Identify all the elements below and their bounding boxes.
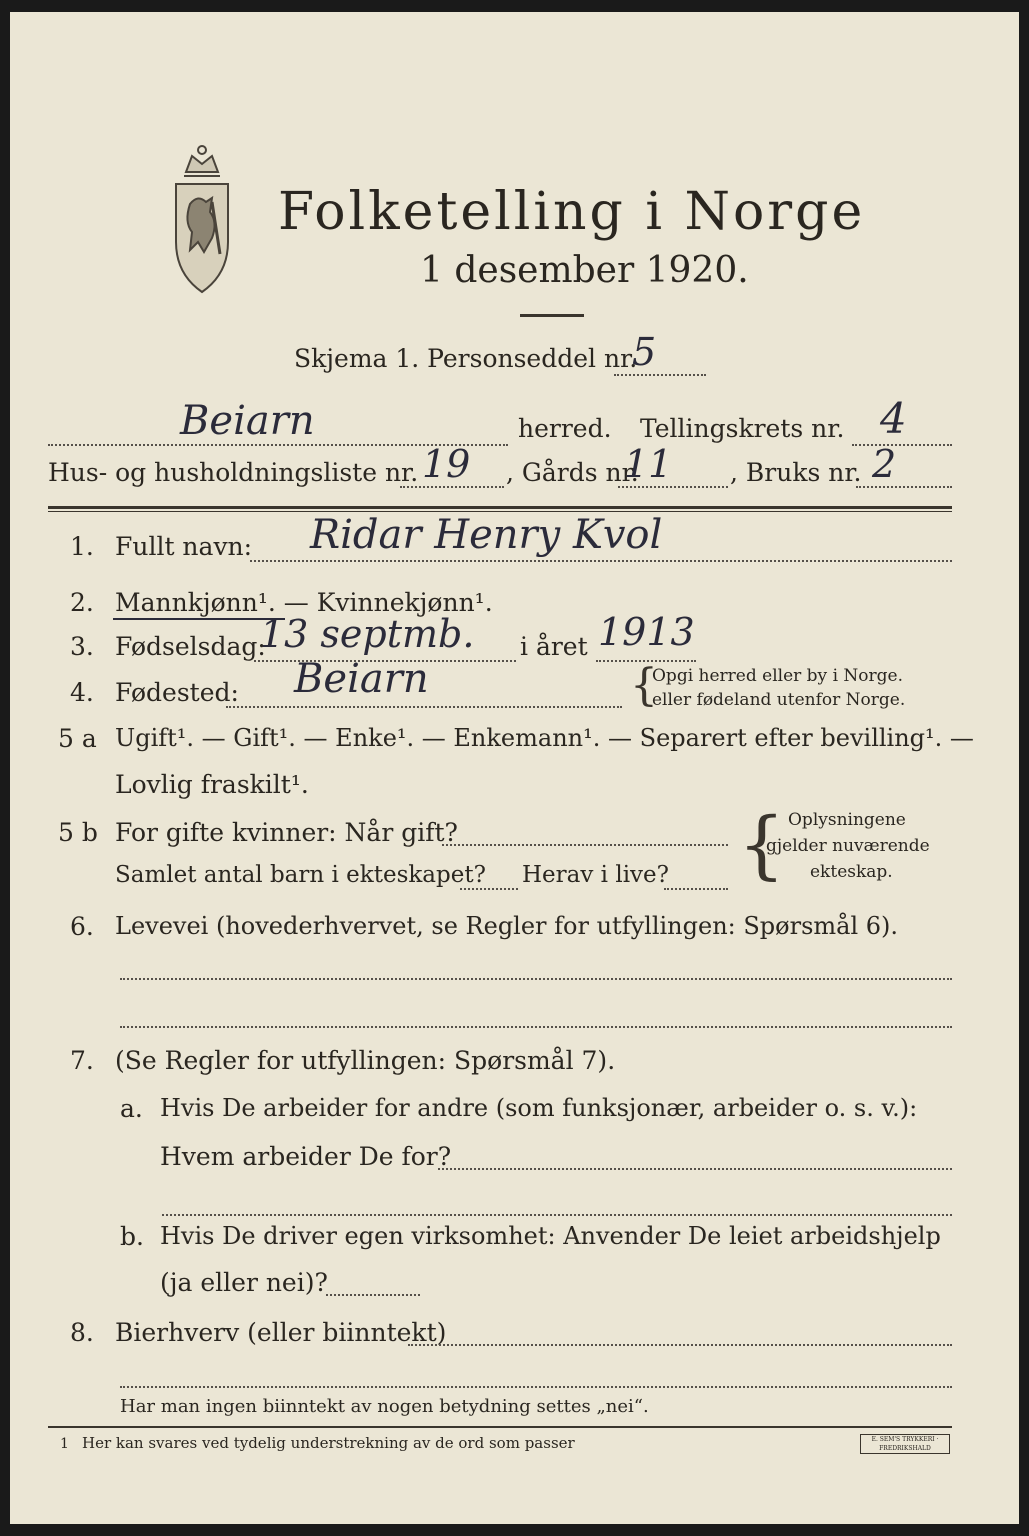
q1-full-name-value[interactable]: Ridar Henry Kvol xyxy=(310,512,663,558)
gards-value[interactable]: 11 xyxy=(624,442,673,486)
q3-label: Fødselsdag: xyxy=(115,632,266,661)
form-title: Folketelling i Norge xyxy=(278,182,866,242)
q4-note-line2: eller fødeland utenfor Norge. xyxy=(652,690,906,710)
q1-field-line xyxy=(250,560,952,562)
q6-field-line-1 xyxy=(120,978,952,980)
q1-number: 1. xyxy=(70,532,94,561)
herred-label: herred. xyxy=(518,414,612,443)
q7b-number: b. xyxy=(120,1222,144,1251)
q2-gender-options: Mannkjønn¹. — Kvinnekjønn¹. xyxy=(115,588,493,617)
gards-field-line xyxy=(618,486,728,488)
q4-field-line xyxy=(226,706,622,708)
q1-label: Fullt navn: xyxy=(115,532,253,561)
q3-number: 3. xyxy=(70,632,94,661)
q4-birthplace-value[interactable]: Beiarn xyxy=(294,656,429,702)
form-subtitle: 1 desember 1920. xyxy=(420,250,749,291)
q7-label: (Se Regler for utfyllingen: Spørsmål 7). xyxy=(115,1046,616,1075)
skjema-field-line xyxy=(614,374,706,376)
tellingskrets-field-line xyxy=(852,444,952,446)
q8-number: 8. xyxy=(70,1318,94,1347)
q3-year-value[interactable]: 1913 xyxy=(598,610,695,654)
q5a-number: 5 a xyxy=(58,724,97,753)
q7a-line1: Hvis De arbeider for andre (som funksjonær, arbeider o. s. v.): xyxy=(160,1094,918,1122)
q3-year-label: i året xyxy=(520,632,588,661)
printer-stamp: E. SEM'S TRYKKERI · FREDRIKSHALD xyxy=(860,1434,950,1454)
q5b-brace: { xyxy=(738,802,786,888)
q6-field-line-2 xyxy=(120,1026,952,1028)
q5b-herav-label: Herav i live? xyxy=(522,862,669,888)
q8-field-line-2 xyxy=(120,1386,952,1388)
q5b-nar-gift-field-line xyxy=(442,844,728,846)
skjema-label: Skjema 1. Personseddel nr. xyxy=(294,344,638,373)
tellingskrets-value[interactable]: 4 xyxy=(880,394,907,443)
skjema-value[interactable]: 5 xyxy=(632,330,657,374)
q5a-fraskilt: Lovlig fraskilt¹. xyxy=(115,770,309,799)
q5b-antal-barn-label: Samlet antal barn i ekteskapet? xyxy=(115,862,486,888)
hus-label: Hus- og husholdningsliste nr. xyxy=(48,458,419,487)
q7-number: 7. xyxy=(70,1046,94,1075)
q6-number: 6. xyxy=(70,912,94,941)
q5a-marital-options: Ugift¹. — Gift¹. — Enke¹. — Enkemann¹. — Separert efter bevilling¹. — xyxy=(115,724,974,752)
bruks-value[interactable]: 2 xyxy=(872,442,897,486)
q7a-field-line-2 xyxy=(162,1214,952,1216)
q7a-number: a. xyxy=(120,1094,143,1123)
q7b-field-line xyxy=(326,1294,420,1296)
norwegian-coat-of-arms-icon xyxy=(162,142,242,302)
hus-value[interactable]: 19 xyxy=(422,442,471,486)
bruks-label: , Bruks nr. xyxy=(730,458,862,487)
q5b-note-line3: ekteskap. xyxy=(810,862,893,882)
q7a-line2: Hvem arbeider De for? xyxy=(160,1142,452,1171)
tellingskrets-label: Tellingskrets nr. xyxy=(640,414,845,443)
q3-birthdate-value[interactable]: 13 septmb. xyxy=(260,612,475,656)
q4-number: 4. xyxy=(70,678,94,707)
q5b-note-line1: Oplysningene xyxy=(788,810,906,830)
gards-label: , Gårds nr. xyxy=(506,458,639,487)
q5b-antal-barn-field-line xyxy=(460,888,518,890)
q5b-note-line2: gjelder nuværende xyxy=(766,836,930,856)
q5b-line1: For gifte kvinner: Når gift? xyxy=(115,818,458,847)
q4-note-line1: Opgi herred eller by i Norge. xyxy=(652,666,903,686)
q4-label: Fødested: xyxy=(115,678,239,707)
census-form-page xyxy=(10,12,1019,1524)
footer-rule xyxy=(48,1426,952,1428)
herred-value[interactable]: Beiarn xyxy=(180,398,315,444)
hus-field-line xyxy=(400,486,504,488)
q2-number: 2. xyxy=(70,588,94,617)
q8-label: Bierhverv (eller biinntekt) xyxy=(115,1318,447,1347)
q6-label: Levevei (hovederhvervet, se Regler for utfyllingen: Spørsmål 6). xyxy=(115,912,899,940)
bruks-field-line xyxy=(856,486,952,488)
q4-brace: { xyxy=(630,660,658,711)
title-divider xyxy=(520,314,584,317)
q7b-line2: (ja eller nei)? xyxy=(160,1268,328,1297)
header-rule xyxy=(48,506,952,509)
biinntekt-note: Har man ingen biinntekt av nogen betydning settes „nei“. xyxy=(120,1396,649,1417)
q8-field-line-1 xyxy=(408,1344,952,1346)
q5b-herav-field-line xyxy=(664,888,728,890)
q5b-number: 5 b xyxy=(58,818,98,847)
q7b-line1: Hvis De driver egen virksomhet: Anvender De leiet arbeidshjelp xyxy=(160,1222,941,1250)
q7a-field-line-1 xyxy=(438,1168,952,1170)
footnote-text: Her kan svares ved tydelig understrekning av de ord som passer xyxy=(82,1434,575,1452)
footnote-mark: 1 xyxy=(60,1436,69,1452)
